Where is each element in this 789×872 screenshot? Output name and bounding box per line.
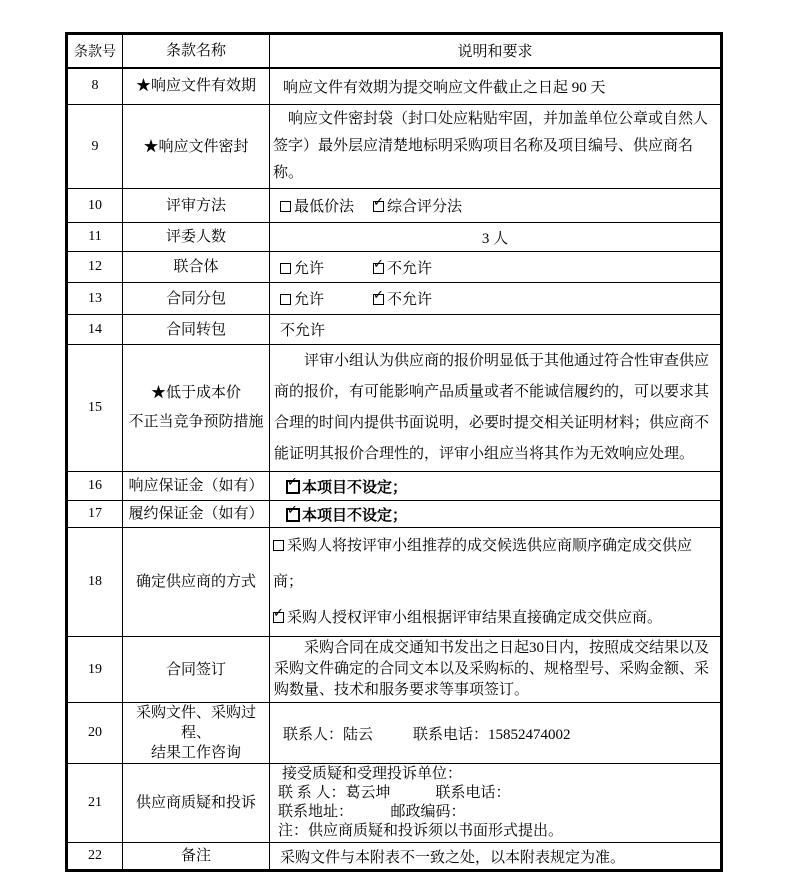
clause-description <box>270 283 722 315</box>
clause-name: 评委人数 <box>123 223 270 252</box>
option-checked <box>373 261 432 277</box>
checkbox-checked-icon <box>373 201 384 212</box>
clause-name <box>123 703 270 764</box>
table-row <box>67 501 722 528</box>
clause-number: 18 <box>67 528 123 637</box>
header-clause-no: 条款号 <box>67 34 123 68</box>
clause-number: 22 <box>67 843 123 871</box>
clause-description: 3 人 <box>270 223 722 252</box>
clause-description: 评审小组认为供应商的报价明显低于其他通过符合性审查供应商的报价，有可能影响产品质量或者不能诚信履约的，可以要求其合理的时间内提供书面说明，必要时提交相关证明材料；供应商不能证明其报价合理性的，评审小组应当将其作为无效响应处理。 <box>270 345 722 472</box>
clause-description <box>270 528 722 637</box>
option-unchecked <box>280 195 373 216</box>
option-unchecked <box>280 257 373 278</box>
clause-description <box>270 764 722 843</box>
clause-name: 合同转包 <box>123 315 270 345</box>
option-label: 采购人授权评审小组根据评审结果直接确定成交供应商。 <box>287 610 663 626</box>
table-row <box>67 315 722 345</box>
table-row <box>67 105 722 189</box>
table-row <box>67 345 722 472</box>
clause-number: 9 <box>67 105 123 189</box>
table-row <box>67 472 722 501</box>
clause-number: 20 <box>67 703 123 764</box>
option-label: 允许 <box>294 292 325 308</box>
checkbox-checked-icon <box>273 612 284 623</box>
table-row <box>67 252 722 283</box>
complaint-unit-line: 接受质疑和受理投诉单位： <box>282 766 463 782</box>
clause-name: 确定供应商的方式 <box>123 528 270 637</box>
option-checked <box>373 292 432 308</box>
clause-number: 8 <box>67 68 123 105</box>
contact-person: 联系人：陆云 <box>283 726 374 743</box>
option-label: 不允许 <box>387 260 433 277</box>
complaint-note-line: 注：供应商质疑和投诉须以书面形式提出。 <box>278 823 564 839</box>
option-checked <box>373 199 462 215</box>
clause-description: 响应文件密封袋（封口处应粘贴牢固，并加盖单位公章或自然人签字）最外层应清楚地标明采购项目名称及项目编号、供应商名称。 <box>270 105 722 189</box>
clause-description: 响应文件有效期为提交响应文件截止之日起 90 天 <box>270 68 722 105</box>
table-row <box>67 764 722 843</box>
table-row <box>67 68 722 105</box>
clause-description: 采购文件与本附表不一致之处，以本附表规定为准。 <box>270 843 722 871</box>
clause-name: 合同分包 <box>123 283 270 315</box>
clause-description <box>270 189 722 223</box>
option-label: 不允许 <box>387 292 433 308</box>
checkbox-checked-icon <box>373 294 384 305</box>
option-label: 本项目不设定； <box>302 479 408 496</box>
table-row <box>67 703 722 764</box>
clause-name: 供应商质疑和投诉 <box>123 764 270 843</box>
option-label: 综合评分法 <box>387 199 463 215</box>
clause-name-line1: ★低于成本价 <box>150 385 241 401</box>
clause-description <box>270 501 722 528</box>
clause-name-line1: 采购文件、采购过程、 <box>135 705 256 741</box>
clause-name: 响应保证金（如有） <box>123 472 270 501</box>
header-clause-name: 条款名称 <box>123 34 270 68</box>
table-row <box>67 223 722 252</box>
clause-table <box>65 32 723 872</box>
clause-number: 12 <box>67 252 123 283</box>
table-row <box>67 528 722 637</box>
clause-name <box>123 345 270 472</box>
header-description: 说明和要求 <box>270 34 722 68</box>
option-checked <box>270 600 720 636</box>
clause-number: 10 <box>67 189 123 223</box>
clause-number: 11 <box>67 223 123 252</box>
clause-number: 17 <box>67 501 123 528</box>
clause-name: 合同签订 <box>123 637 270 703</box>
checkbox-checked-icon <box>286 480 300 494</box>
clause-name: 评审方法 <box>123 189 270 223</box>
clause-name: ★响应文件有效期 <box>123 68 270 105</box>
table-row <box>67 637 722 703</box>
clause-name: ★响应文件密封 <box>123 105 270 189</box>
clause-description <box>270 252 722 283</box>
clause-name-line2: 结果工作咨询 <box>150 745 241 761</box>
clause-name: 备注 <box>123 843 270 871</box>
checkbox-unchecked-icon <box>280 201 291 212</box>
checkbox-checked-icon <box>286 508 300 522</box>
clause-name-line2: 不正当竞争预防措施 <box>128 414 264 430</box>
option-label: 采购人将按评审小组推荐的成交候选供应商顺序确定成交供应商； <box>273 538 693 590</box>
table-header-row <box>67 34 722 68</box>
clause-name: 履约保证金（如有） <box>123 501 270 528</box>
complaint-contact-line: 联 系 人：葛云坤 联系电话： <box>278 785 511 801</box>
clause-number: 21 <box>67 764 123 843</box>
option-label: 本项目不设定； <box>302 507 408 524</box>
clause-number: 14 <box>67 315 123 345</box>
clause-number: 15 <box>67 345 123 472</box>
option-label: 允许 <box>294 260 325 277</box>
checkbox-checked-icon <box>373 263 384 274</box>
clause-number: 13 <box>67 283 123 315</box>
clause-number: 16 <box>67 472 123 501</box>
option-unchecked <box>280 288 373 309</box>
complaint-address-line: 联系地址： 邮政编码： <box>278 804 466 820</box>
checkbox-unchecked-icon <box>280 263 291 274</box>
clause-description: 采购合同在成交通知书发出之日起30日内，按照成交结果以及采购文件确定的合同文本以及采购标的、规格型号、采购金额、采购数量、技术和服务要求等事项签订。 <box>270 637 722 703</box>
clause-description <box>270 703 722 764</box>
option-label: 最低价法 <box>294 199 355 215</box>
table-row <box>67 189 722 223</box>
contact-phone: 联系电话：15852474002 <box>413 726 571 743</box>
option-unchecked <box>270 528 720 600</box>
clause-description: 不允许 <box>270 315 722 345</box>
table-row <box>67 843 722 871</box>
clause-description <box>270 472 722 501</box>
clause-name: 联合体 <box>123 252 270 283</box>
table-row <box>67 283 722 315</box>
checkbox-unchecked-icon <box>280 294 291 305</box>
checkbox-unchecked-icon <box>273 540 284 551</box>
clause-number: 19 <box>67 637 123 703</box>
